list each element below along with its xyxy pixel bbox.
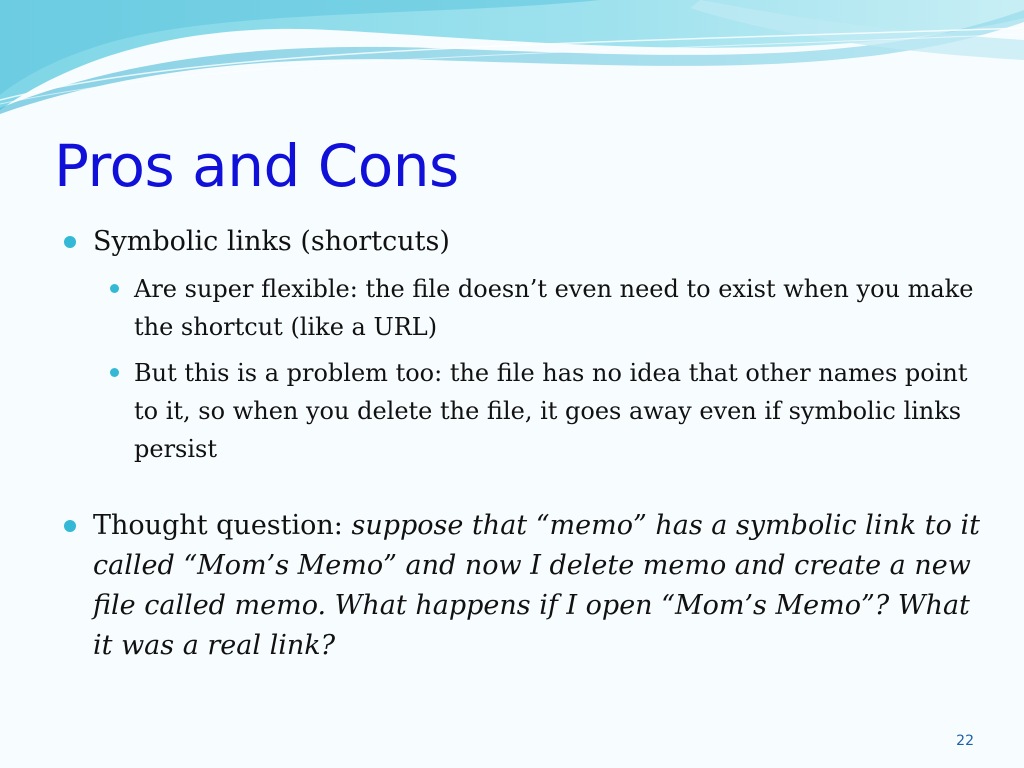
slide-content: [60, 222, 980, 666]
bullet-dot-icon: [64, 236, 76, 248]
sub-bullet-problem: [102, 354, 980, 468]
sub-bullet-text: Are super flexible: the file doesn’t even need to exist when you make the shortcut (like a URL): [134, 275, 974, 341]
sub-bullet-flexible: [102, 270, 980, 346]
bullet-text: Symbolic links (shortcuts): [93, 226, 450, 257]
header-wave-decoration: [0, 0, 1024, 130]
page-number: 22: [956, 733, 974, 749]
bullet-dot-icon: [64, 520, 76, 532]
bullet-lead-text: Thought question:: [93, 510, 352, 541]
slide-title: Pros and Cons: [54, 132, 459, 200]
bullet-thought-question: [60, 506, 980, 666]
bullet-dot-icon: [110, 368, 119, 377]
bullet-symbolic-links: [60, 222, 980, 262]
bullet-dot-icon: [110, 284, 119, 293]
sub-bullet-text: But this is a problem too: the file has no idea that other names point to it, so when you delete the file, it goes away even if symbolic links persist: [134, 359, 968, 463]
bullet-question-text: suppose that “memo” has a symbolic link to it called “Mom’s Memo” and now I delete memo and create a new file called memo. What happens if I open “Mom’s Memo”? What it was a real link?: [93, 510, 980, 661]
